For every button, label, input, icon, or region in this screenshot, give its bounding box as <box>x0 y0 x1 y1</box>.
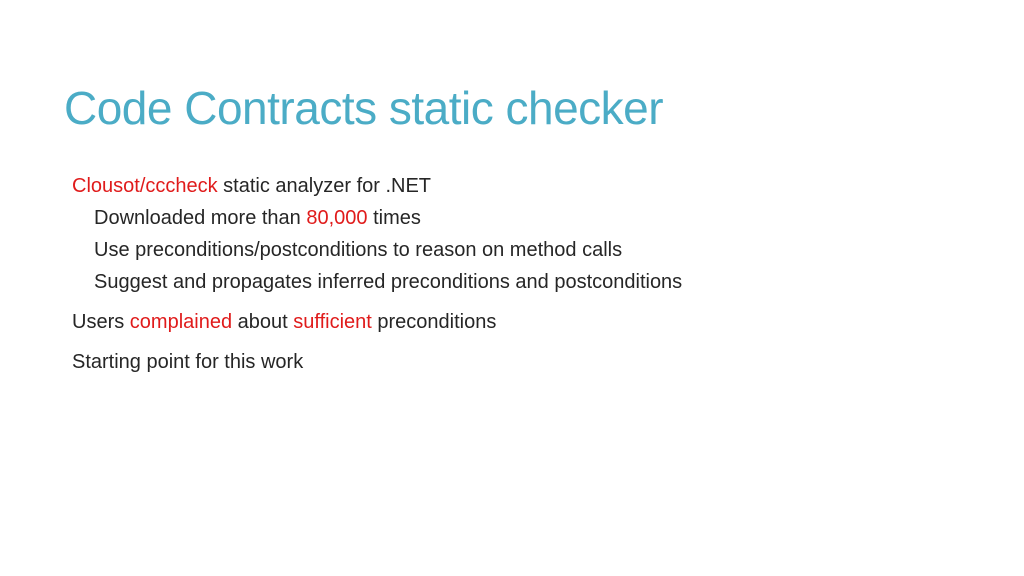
bullet-text: Suggest and propagates inferred preconditions and postconditions <box>94 271 683 293</box>
slide-content <box>72 170 972 378</box>
bullet-text: Starting point for this work <box>72 351 304 373</box>
highlight-sufficient: sufficient <box>293 311 372 333</box>
highlight-clousot: Clousot/cccheck <box>72 175 218 197</box>
bullet-text: Users <box>72 311 130 333</box>
bullet-text: Downloaded more than <box>94 207 307 229</box>
bullet-clousot <box>72 170 972 202</box>
bullet-text: preconditions <box>371 311 497 333</box>
slide-title: Code Contracts static checker <box>64 82 664 134</box>
bullet-text: static analyzer for .NET <box>217 175 432 197</box>
highlight-complained: complained <box>129 311 233 333</box>
bullet-text: Use preconditions/postconditions to reason on method calls <box>94 239 623 261</box>
subbullet-inferred-conditions <box>94 266 972 298</box>
subbullet-preconditions-reasoning <box>94 234 972 266</box>
bullet-users-complained <box>72 306 972 338</box>
bullet-text: times <box>367 207 421 229</box>
bullet-starting-point <box>72 346 972 378</box>
bullet-text: about <box>232 311 294 333</box>
subbullet-downloads <box>94 202 972 234</box>
highlight-download-count: 80,000 <box>306 207 368 229</box>
